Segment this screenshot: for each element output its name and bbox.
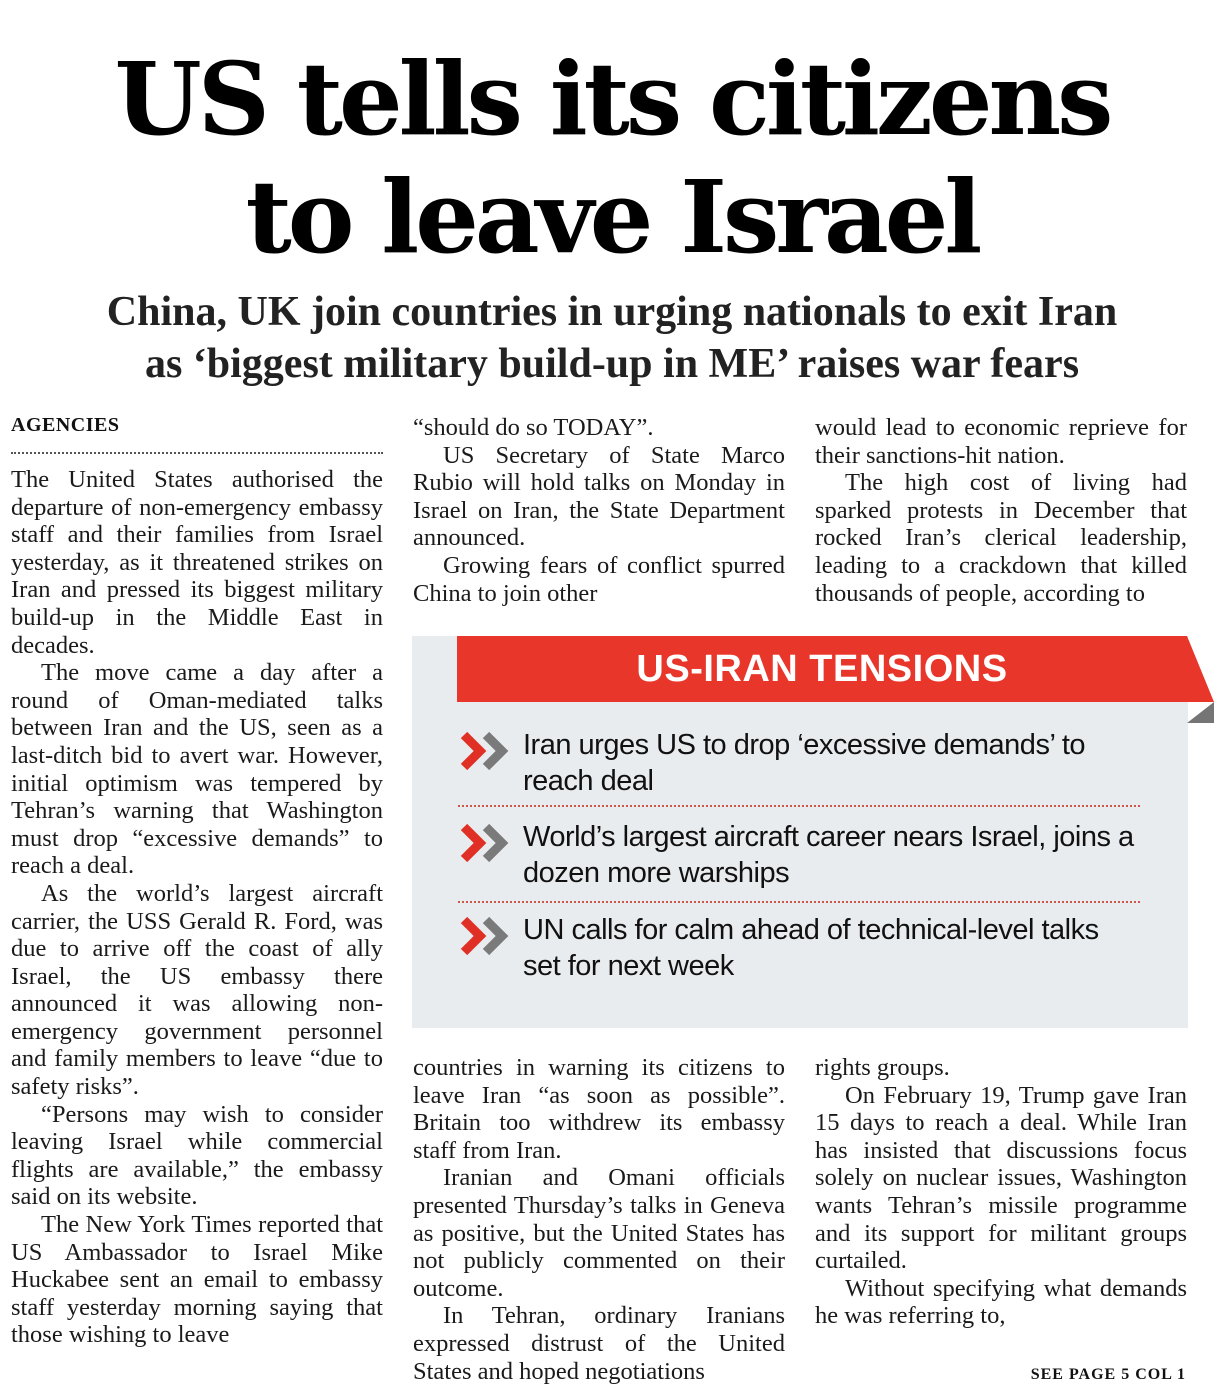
factbox-item-text: World’s largest aircraft career nears Israel, joins a dozen more warships <box>523 821 1134 889</box>
paragraph: “Persons may wish to consider leaving Israel while commercial flights are available,” the embassy said on its website. <box>11 1100 383 1211</box>
paragraph: Without specifying what demands he was referring to, <box>815 1274 1187 1330</box>
continuation-jump: SEE PAGE 5 COL 1 <box>1030 1366 1186 1383</box>
byline: AGENCIES <box>11 414 120 436</box>
article-column-2-bottom <box>413 1054 785 1394</box>
paragraph: The high cost of living had sparked protests in December that rocked Iran’s clerical leadership, leading to a crackdown that killed thousands of people, according to <box>815 469 1187 607</box>
byline-divider <box>11 452 383 454</box>
paragraph: The United States authorised the departure of non-emergency embassy staff and their families from Israel yesterday, as it threatened strikes on Iran and pressed its biggest military build-up in the Middle East in decades. <box>11 466 383 659</box>
paragraph: On February 19, Trump gave Iran 15 days to reach a deal. While Iran has insisted that discussions focus solely on nuclear issues, Washington wants Tehran’s missile programme and its support for militant groups curtailed. <box>815 1081 1187 1275</box>
article-column-2-top <box>413 414 785 614</box>
paragraph: The New York Times reported that US Ambassador to Israel Mike Huckabee sent an email to embassy staff yesterday morning saying that those wishing to leave <box>11 1211 383 1349</box>
factbox-title: US-IRAN TENSIONS <box>457 636 1187 702</box>
factbox-divider <box>458 901 1140 903</box>
subheadline-line-2: as ‘biggest military build-up in ME’ raises war fears <box>144 341 1080 387</box>
subheadline-line-1: China, UK join countries in urging nationals to exit Iran <box>106 289 1118 335</box>
paragraph: countries in warning its citizens to leave Iran “as soon as possible”. Britain too withdrew its embassy staff from Iran. <box>413 1054 785 1164</box>
double-chevron-icon <box>458 914 514 958</box>
paragraph: In Tehran, ordinary Iranians expressed distrust of the United States and hoped negotiations <box>413 1302 785 1385</box>
banner-fold <box>1187 702 1214 723</box>
banner-arrow-tip <box>1187 636 1214 702</box>
article-column-3-bottom <box>815 1054 1187 1354</box>
headline <box>0 40 1224 276</box>
double-chevron-icon <box>458 729 514 773</box>
subheadline <box>0 286 1224 390</box>
paragraph: Growing fears of conflict spurred China to join other <box>413 551 785 607</box>
paragraph: US Secretary of State Marco Rubio will hold talks on Monday in Israel on Iran, the State Department announced. <box>413 441 785 552</box>
paragraph: rights groups. <box>815 1054 950 1081</box>
factbox-item-text: UN calls for calm ahead of technical-level talks set for next week <box>523 914 1099 982</box>
article-column-3-top <box>815 414 1187 614</box>
headline-line-1: US tells its citizens <box>114 40 1110 158</box>
paragraph: would lead to economic reprieve for their sanctions-hit nation. <box>815 414 1187 469</box>
headline-line-2: to leave Israel <box>245 158 979 276</box>
paragraph: “should do so TODAY”. <box>413 414 654 441</box>
double-chevron-icon <box>458 821 514 865</box>
article-column-1 <box>11 466 383 1396</box>
factbox-divider <box>458 805 1140 807</box>
paragraph: The move came a day after a round of Oman-mediated talks between Iran and the US, seen as a last-ditch bid to avert war. However, initial optimism was tempered by Tehran’s warning that Washington must drop “excessive demands” to reach a deal. <box>11 659 383 880</box>
paragraph: Iranian and Omani officials presented Thursday’s talks in Geneva as positive, but the United States has not publicly commented on their outcome. <box>413 1164 785 1302</box>
factbox-item-text: Iran urges US to drop ‘excessive demands’ to reach deal <box>523 729 1086 797</box>
paragraph: As the world’s largest aircraft carrier, the USS Gerald R. Ford, was due to arrive off the coast of ally Israel, the US embassy there announced it was allowing non-emergency government personnel and family members to leave “due to safety risks”. <box>11 879 383 1101</box>
